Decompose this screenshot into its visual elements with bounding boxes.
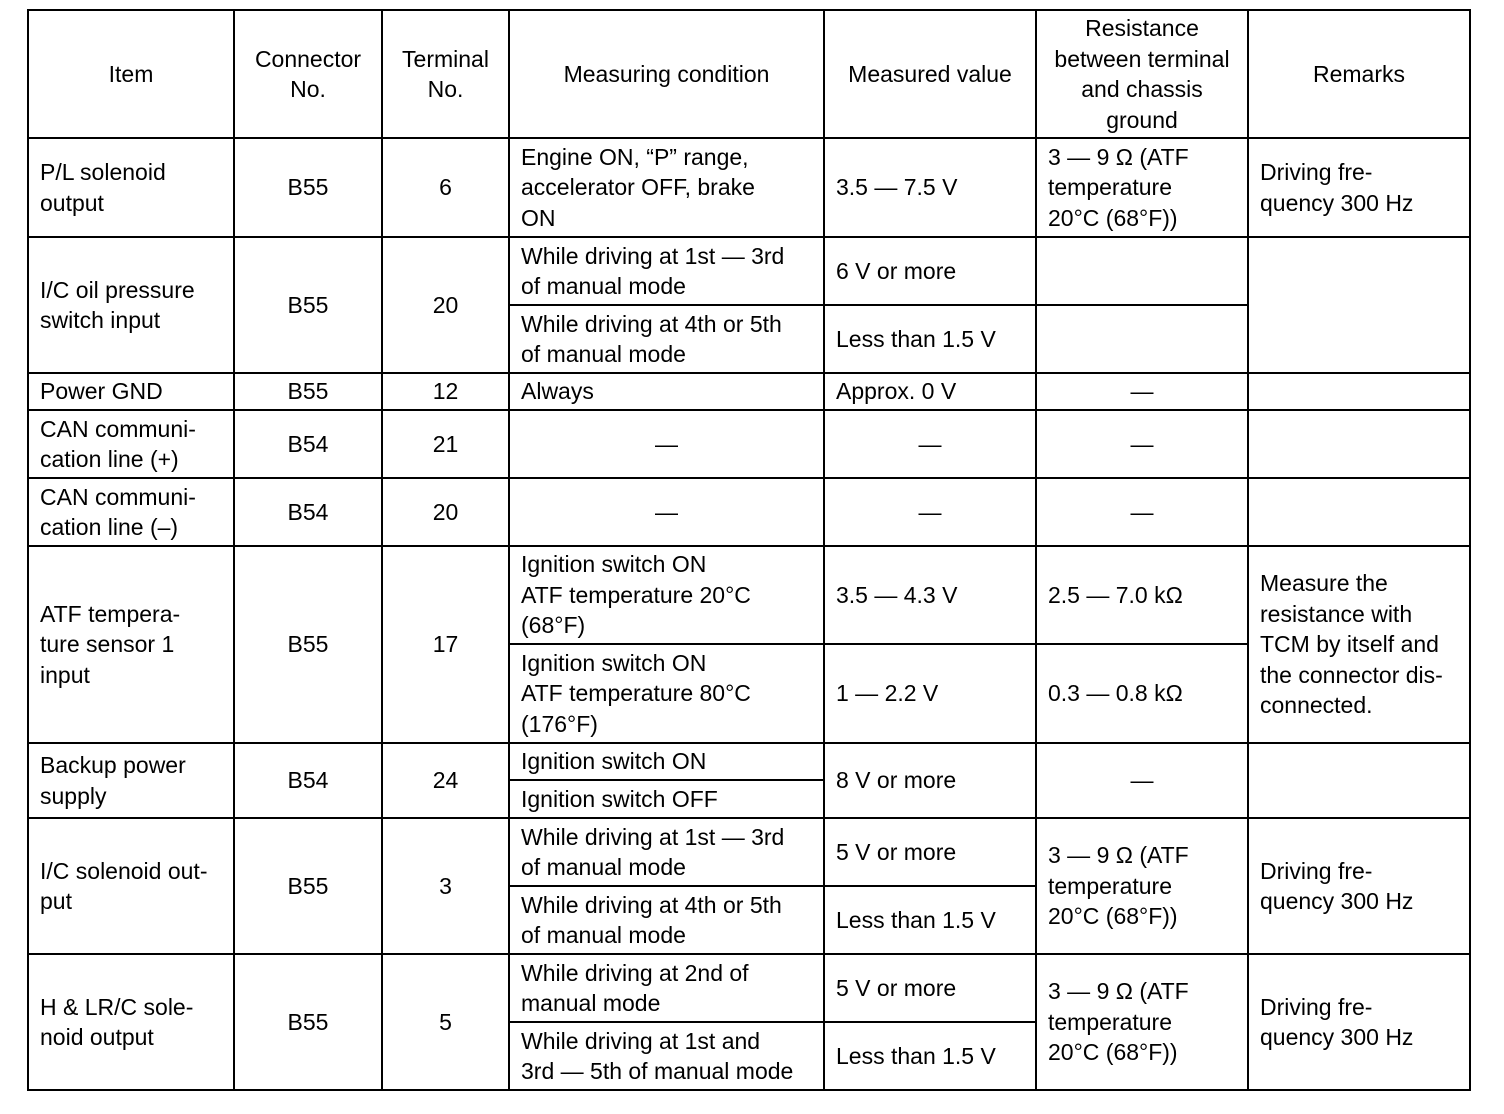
connector-cell: B55 [234, 237, 382, 373]
header-resistance: Resistance between terminal and chassis ground [1036, 10, 1248, 138]
item-cell: H & LR/C sole- noid output [28, 954, 234, 1090]
header-measuring-condition: Measuring condition [509, 10, 824, 138]
terminal-cell: 6 [382, 138, 509, 237]
item-cell: Power GND [28, 373, 234, 410]
table-row [28, 373, 1470, 410]
condition-cell: While driving at 4th or 5th of manual mode [509, 305, 824, 373]
value-cell: Less than 1.5 V [824, 886, 1036, 954]
connector-cell: B55 [234, 373, 382, 410]
remarks-cell [1248, 478, 1470, 546]
resistance-cell: 3 — 9 Ω (ATF temperature 20°C (68°F)) [1036, 818, 1248, 954]
remarks-cell [1248, 237, 1470, 373]
connector-cell: B55 [234, 954, 382, 1090]
remarks-cell [1248, 410, 1470, 478]
remarks-cell [1248, 373, 1470, 410]
remarks-cell: Driving fre- quency 300 Hz [1248, 138, 1470, 237]
connector-cell: B54 [234, 478, 382, 546]
table-row [28, 138, 1470, 237]
header-connector-no: Connector No. [234, 10, 382, 138]
terminal-cell: 17 [382, 546, 509, 743]
item-cell: I/C oil pressure switch input [28, 237, 234, 373]
terminal-cell: 12 [382, 373, 509, 410]
header-terminal-no: Terminal No. [382, 10, 509, 138]
resistance-cell: — [1036, 743, 1248, 818]
terminal-cell: 21 [382, 410, 509, 478]
remarks-cell: Measure the resistance with TCM by itself and the connector dis- connected. [1248, 546, 1470, 743]
value-cell: 8 V or more [824, 743, 1036, 818]
condition-cell: Ignition switch ON ATF temperature 80°C (176°F) [509, 644, 824, 743]
condition-cell: Engine ON, “P” range, accelerator OFF, brake ON [509, 138, 824, 237]
connector-cell: B55 [234, 138, 382, 237]
connector-cell: B55 [234, 818, 382, 954]
value-cell: 3.5 — 4.3 V [824, 546, 1036, 644]
resistance-cell: 0.3 — 0.8 kΩ [1036, 644, 1248, 743]
condition-cell: While driving at 1st — 3rd of manual mode [509, 818, 824, 886]
resistance-cell: 3 — 9 Ω (ATF temperature 20°C (68°F)) [1036, 954, 1248, 1090]
resistance-cell: — [1036, 373, 1248, 410]
resistance-cell: — [1036, 410, 1248, 478]
resistance-cell: — [1036, 478, 1248, 546]
value-cell: — [824, 478, 1036, 546]
condition-cell: Always [509, 373, 824, 410]
header-measured-value: Measured value [824, 10, 1036, 138]
table-row [28, 237, 1470, 305]
item-cell: Backup power supply [28, 743, 234, 818]
terminal-cell: 5 [382, 954, 509, 1090]
condition-cell: Ignition switch OFF [509, 780, 824, 818]
value-cell: — [824, 410, 1036, 478]
table-row [28, 546, 1470, 644]
table-row [28, 743, 1470, 780]
condition-cell: — [509, 410, 824, 478]
value-cell: 3.5 — 7.5 V [824, 138, 1036, 237]
resistance-cell: 2.5 — 7.0 kΩ [1036, 546, 1248, 644]
condition-cell: While driving at 2nd of manual mode [509, 954, 824, 1022]
remarks-cell: Driving fre- quency 300 Hz [1248, 818, 1470, 954]
item-cell: CAN communi- cation line (–) [28, 478, 234, 546]
condition-cell: — [509, 478, 824, 546]
condition-cell: While driving at 1st — 3rd of manual mode [509, 237, 824, 305]
connector-cell: B54 [234, 743, 382, 818]
value-cell: 6 V or more [824, 237, 1036, 305]
terminal-cell: 3 [382, 818, 509, 954]
connector-cell: B55 [234, 546, 382, 743]
resistance-cell [1036, 305, 1248, 373]
terminal-cell: 20 [382, 478, 509, 546]
condition-cell: While driving at 1st and 3rd — 5th of manual mode [509, 1022, 824, 1090]
terminal-cell: 20 [382, 237, 509, 373]
terminal-cell: 24 [382, 743, 509, 818]
value-cell: Approx. 0 V [824, 373, 1036, 410]
resistance-cell: 3 — 9 Ω (ATF temperature 20°C (68°F)) [1036, 138, 1248, 237]
value-cell: 5 V or more [824, 818, 1036, 886]
item-cell: I/C solenoid out- put [28, 818, 234, 954]
condition-cell: While driving at 4th or 5th of manual mode [509, 886, 824, 954]
value-cell: Less than 1.5 V [824, 1022, 1036, 1090]
item-cell: ATF tempera- ture sensor 1 input [28, 546, 234, 743]
table-row [28, 818, 1470, 886]
header-remarks: Remarks [1248, 10, 1470, 138]
table-row [28, 478, 1470, 546]
header-row [28, 10, 1470, 138]
value-cell: 1 — 2.2 V [824, 644, 1036, 743]
remarks-cell [1248, 743, 1470, 818]
condition-cell: Ignition switch ON [509, 743, 824, 780]
table-row [28, 410, 1470, 478]
item-cell: P/L solenoid output [28, 138, 234, 237]
table-row [28, 954, 1470, 1022]
terminal-spec-table [27, 9, 1471, 1091]
connector-cell: B54 [234, 410, 382, 478]
condition-cell: Ignition switch ON ATF temperature 20°C (68°F) [509, 546, 824, 644]
remarks-cell: Driving fre- quency 300 Hz [1248, 954, 1470, 1090]
header-item: Item [28, 10, 234, 138]
value-cell: Less than 1.5 V [824, 305, 1036, 373]
value-cell: 5 V or more [824, 954, 1036, 1022]
resistance-cell [1036, 237, 1248, 305]
item-cell: CAN communi- cation line (+) [28, 410, 234, 478]
